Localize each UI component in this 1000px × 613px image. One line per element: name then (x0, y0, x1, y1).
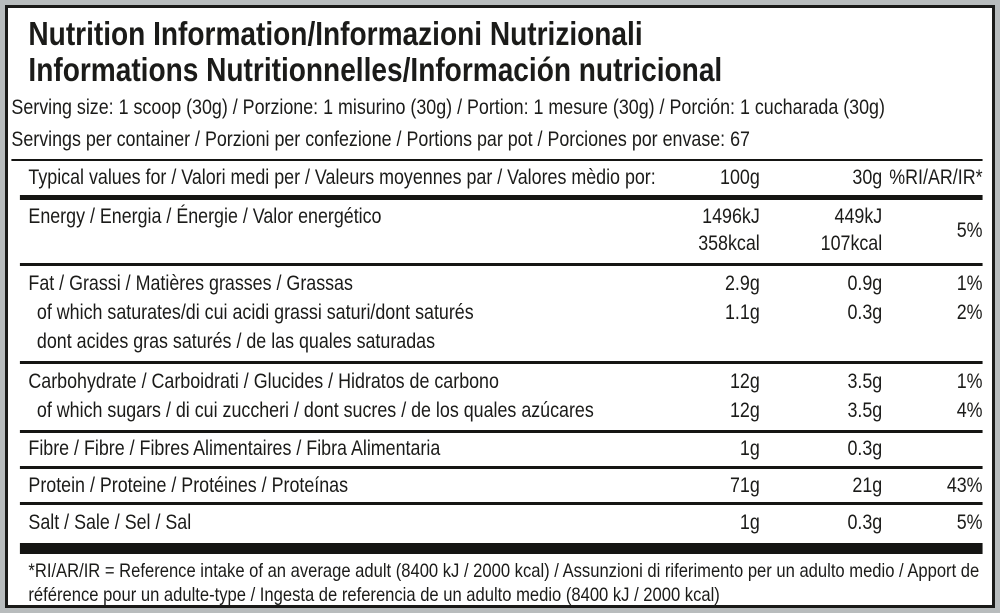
energy-per-30g (760, 203, 882, 257)
fat-label: Fat / Grassi / Matières grasses / Grassas (28, 272, 353, 295)
protein-section (20, 469, 983, 505)
salt-per-100g: 1g (739, 511, 760, 534)
energy-row (20, 200, 983, 263)
energy-ri: 5% (956, 218, 983, 242)
empty-cell (658, 327, 760, 356)
fibre-label: Fibre / Fibre / Fibres Alimentaires / Fibra Alimentaria (28, 437, 441, 460)
salt-section (20, 505, 983, 541)
label-content (8, 8, 992, 607)
carbohydrate-ri: 1% (956, 370, 983, 393)
fibre-per-30g: 0.3g (847, 437, 883, 460)
nutrition-label (5, 5, 995, 608)
header-reference-intake: %RI/AR/IR* (889, 166, 983, 189)
footer-divider-bar (20, 543, 983, 554)
empty-cell (760, 327, 882, 356)
carbohydrate-rows (20, 364, 983, 430)
carbohydrate-per-100g: 12g (729, 370, 760, 393)
carbohydrate-label: Carbohydrate / Carboidrati / Glucides / Hidratos de carbono (28, 370, 499, 393)
header-typical-values: Typical values for / Valori medi per / Valeurs moyennes par / Valores mèdio por: (28, 166, 656, 189)
label-title (28, 16, 982, 88)
table-header-row (20, 161, 983, 195)
energy-100g-kcal: 358kcal (698, 232, 760, 255)
fat-ri: 1% (956, 272, 983, 295)
salt-ri: 5% (956, 511, 983, 534)
fibre-row (20, 433, 983, 466)
protein-ri: 43% (946, 474, 983, 497)
sugars-label: of which sugars / di cui zuccheri / dont sucres / de los quales azúcares (36, 399, 594, 422)
protein-per-100g: 71g (729, 474, 760, 497)
label-title-line1: Nutrition Information/Informazioni Nutrizionali (28, 15, 643, 52)
fat-per-30g: 0.9g (847, 272, 883, 295)
carbohydrate-per-30g: 3.5g (847, 370, 883, 393)
saturates-per-100g: 1.1g (724, 301, 760, 324)
fibre-per-100g: 1g (739, 437, 760, 460)
sugars-ri: 4% (956, 399, 983, 422)
fat-per-100g: 2.9g (724, 272, 760, 295)
protein-per-30g: 21g (852, 474, 883, 497)
salt-per-30g: 0.3g (847, 511, 883, 534)
protein-label: Protein / Proteine / Protéines / Proteínas (28, 474, 349, 497)
header-per-30g: 30g (852, 166, 883, 189)
fat-section (20, 266, 983, 364)
energy-per-100g (658, 203, 760, 257)
label-title-line2: Informations Nutritionnelles/Información nutricional (28, 51, 723, 88)
fibre-ri (882, 438, 982, 460)
sugars-per-30g: 3.5g (847, 399, 883, 422)
salt-row (20, 505, 983, 541)
salt-label: Salt / Sale / Sel / Sal (28, 511, 192, 534)
empty-cell (882, 327, 982, 356)
fat-rows (20, 266, 983, 361)
energy-section (20, 200, 983, 266)
saturates-label: of which saturates/di cui acidi grassi saturi/dont saturés (36, 301, 474, 324)
serving-size-line: Serving size: 1 scoop (30g) / Porzione: 1 misurino (30g) / Portion: 1 mesure (30g) / Porción: 1 cucharada (30g) (11, 96, 885, 119)
serving-info (11, 92, 982, 161)
carbohydrate-section (20, 364, 983, 433)
saturates-label-continued: dont acides gras saturés / de las quales saturadas (36, 330, 436, 353)
energy-30g-kcal: 107kcal (820, 232, 883, 255)
saturates-ri: 2% (956, 301, 983, 324)
reference-intake-footnote: *RI/AR/IR = Reference intake of an average adult (8400 kJ / 2000 kcal) / Assunzioni di riferimento per un adulto medio / Apport de référence pour un adulte-type / Ingesta de referencia de un adulto medio (8400 kJ / 2000 kcal) (28, 560, 980, 606)
nutrition-table (20, 161, 983, 554)
energy-label: Energy / Energia / Énergie / Valor energético (28, 205, 382, 228)
sugars-per-100g: 12g (729, 399, 760, 422)
header-per-100g: 100g (720, 166, 760, 189)
protein-row (20, 469, 983, 502)
energy-30g-kj: 449kJ (834, 205, 883, 228)
servings-per-container-line: Servings per container / Porzioni per confezione / Portions par pot / Porciones por envase: 67 (11, 128, 750, 151)
energy-100g-kj: 1496kJ (702, 205, 760, 228)
fibre-section (20, 433, 983, 469)
saturates-per-30g: 0.3g (847, 301, 883, 324)
